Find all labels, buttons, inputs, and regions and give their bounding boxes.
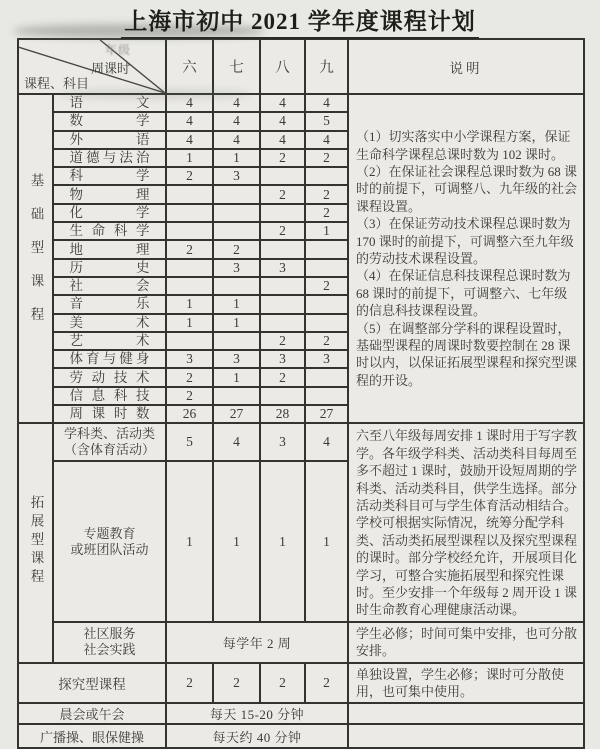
note-paragraph: （3）在保证劳动技术课程总课时数为 170 课时的前提下，可调整六至九年级的劳动技术课程设置。 [356,216,574,266]
subject-line: 社会实践 [83,642,136,658]
value-cell: 1 [213,295,260,313]
subject-cell [53,332,166,350]
value-cell: 5 [166,423,213,461]
empty-note-cell [348,703,584,724]
value-cell: 1 [213,314,260,332]
subject-label: 道德与法治 [69,150,150,166]
value-cell [260,295,305,313]
subject-label: 科学 [69,168,150,184]
value-cell: 3 [260,259,305,277]
value-cell: 3 [213,259,260,277]
subject-cell [53,149,166,167]
value-cell [305,368,348,386]
value-cell: 2 [166,167,213,185]
morning-label-cell: 晨会或午会 [18,703,166,724]
grade-col-header-8: 八 [260,39,305,94]
note-paragraph: （5）在调整部分学科的课程设置时，基础型课程的周课时数要控制在 28 课时以内，以保证拓展型课程和探究型课程的开设。 [356,320,578,388]
value-cell: 2 [166,387,213,405]
value-cell [260,277,305,295]
value-cell [213,185,260,203]
value-cell: 4 [260,94,305,112]
subject-cell [53,387,166,405]
value-cell [260,240,305,258]
subject-line: 社区服务 [83,626,136,642]
value-cell [166,277,213,295]
value-cell: 2 [213,240,260,258]
subject-line: （含体育活动） [63,442,155,458]
value-cell: 4 [305,131,348,149]
subject-label: 劳动技术 [69,369,150,385]
value-cell: 2 [166,368,213,386]
subject-label: 外语 [69,131,150,147]
value-cell: 4 [260,131,305,149]
value-cell [260,204,305,222]
subject-cell [53,295,166,313]
value-cell: 4 [213,94,260,112]
subject-cell [53,350,166,368]
value-cell: 3 [260,423,305,461]
subject-cell [53,112,166,130]
grade-axis-label: 年级 [105,43,132,57]
value-cell: 1 [166,461,213,621]
subject-label: 物理 [69,186,150,202]
value-cell: 3 [213,350,260,368]
value-cell: 2 [260,332,305,350]
morning-meeting-row [18,703,584,724]
value-cell [166,204,213,222]
value-cell: 1 [166,149,213,167]
subject-cell [53,259,166,277]
subject-cell [53,405,166,423]
value-cell: 4 [305,94,348,112]
expanded-category-cell [18,423,53,662]
value-cell [260,387,305,405]
subject-cell [53,423,166,461]
subject-cell [53,461,166,621]
value-cell: 3 [305,350,348,368]
expanded-category-label: 拓展型课程 [28,494,44,588]
subject-line: 学科类、活动类 [63,426,155,442]
note-paragraph: （4）在保证信息科技课程总课时数为 68 课时的前提下，可调整六、七年级的信息科技课程设置。 [356,268,571,319]
value-cell: 4 [213,112,260,130]
value-cell: 2 [305,663,348,704]
value-cell: 1 [305,461,348,621]
note-paragraph: （2）在保证社会课程总课时数为 68 课时的前提下，可调整八、九年级的社会课程设置。 [356,163,578,214]
value-cell [305,314,348,332]
value-cell: 2 [260,185,305,203]
subject-line: 专题教育 [83,525,136,541]
value-cell: 1 [260,461,305,621]
merged-value-cell: 每学年 2 周 [166,622,348,663]
subject-cell [53,131,166,149]
subject-label: 艺术 [69,333,150,348]
value-cell: 4 [260,112,305,130]
value-cell [260,314,305,332]
value-cell [166,185,213,203]
value-cell [305,387,348,405]
value-cell: 4 [166,131,213,149]
curriculum-table [17,38,585,749]
value-cell [166,259,213,277]
value-cell: 2 [305,185,348,203]
value-cell: 4 [305,423,348,461]
diagonal-header-cell [18,39,166,94]
subject-cell [53,185,166,203]
value-cell: 26 [166,405,213,423]
subject-cell [53,314,166,332]
grade-col-header-6: 六 [166,39,213,94]
value-cell [213,222,260,240]
value-cell: 2 [305,149,348,167]
subject-label: 生命科学 [69,223,150,239]
value-cell [305,295,348,313]
note-paragraph: （1）切实落实中小学课程方案，保证生命科学课程总课时数为 102 课时。 [356,129,571,162]
value-cell: 2 [305,277,348,295]
subject-label: 体育与健身 [69,351,150,367]
value-cell: 28 [260,405,305,423]
inquiry-course-row [18,663,584,704]
value-cell: 27 [305,405,348,423]
subject-label: 周课时数 [69,406,150,422]
value-cell: 3 [260,350,305,368]
course-subject-label: 课程、科目 [24,76,90,91]
inquiry-note-cell: 单独设置，学生必修；课时可分散使用，也可集中使用。 [348,663,584,704]
value-cell: 4 [213,131,260,149]
notes-col-header: 说明 [348,39,584,94]
value-cell [166,222,213,240]
note-paragraph: 六至八年级每周安排 1 课时用于写字教学。各年级学科类、活动类科目每周至多不超过 1 课时，鼓励开设短周期的学科类、活动类科目，供学生选择。部分活动类科目可与学生体育活动相结合。学校可根据实际情况，统筹分配学科类、活动类拓展型课程以及探究型课程的课时。部分学校经允许，开展项目化学习，可整合实施拓展型和探究性课时。至少安排一个年级每 2 周开设 1 课时生命教育心理健康活动课。 [356,428,578,618]
subject-cell [53,368,166,386]
value-cell [213,332,260,350]
value-cell: 2 [260,222,305,240]
value-cell [260,167,305,185]
expanded-activity-row [18,423,584,461]
week-hours-label: 周课时 [91,61,131,76]
grade-col-header-9: 九 [305,39,348,94]
community-note-cell: 学生必修；时间可集中安排，也可分散安排。 [348,622,584,663]
subject-label: 社会 [69,278,150,294]
value-cell: 1 [305,222,348,240]
subject-cell [53,622,166,663]
expanded-notes-cell [348,423,584,621]
value-cell: 2 [166,663,213,704]
merged-value-cell: 每天约 40 分钟 [166,724,348,748]
value-cell: 1 [166,314,213,332]
value-cell: 2 [260,149,305,167]
value-cell: 2 [305,204,348,222]
value-cell: 27 [213,405,260,423]
header-row [18,39,584,94]
subject-label: 地理 [69,241,150,257]
value-cell [213,277,260,295]
page-title-text: 上海市初中 2021 学年度课程计划 [121,3,479,39]
value-cell: 1 [213,368,260,386]
blur-artifact [60,90,250,98]
basic-notes-cell [348,94,584,423]
value-cell: 1 [166,295,213,313]
value-cell: 2 [260,663,305,704]
value-cell: 2 [305,332,348,350]
value-cell: 2 [260,368,305,386]
value-cell [213,204,260,222]
value-cell: 4 [213,423,260,461]
value-cell: 2 [213,663,260,704]
merged-value-cell: 每天 15-20 分钟 [166,703,348,724]
value-cell: 4 [166,94,213,112]
subject-cell [53,222,166,240]
value-cell: 3 [166,350,213,368]
value-cell [305,259,348,277]
value-cell: 1 [213,461,260,621]
value-cell: 2 [166,240,213,258]
exercise-label-cell: 广播操、眼保健操 [18,724,166,748]
empty-note-cell [348,724,584,748]
value-cell: 5 [305,112,348,130]
subject-label: 数学 [69,113,150,129]
subject-cell [53,240,166,258]
subject-cell [53,277,166,295]
basic-section-body [18,94,584,423]
page-title [0,3,600,39]
subject-label: 美术 [69,314,150,330]
value-cell: 4 [166,112,213,130]
value-cell: 3 [213,167,260,185]
basic-category-label: 基础型课程 [28,172,44,341]
subject-cell [53,167,166,185]
value-cell: 1 [213,149,260,167]
subject-cell [53,204,166,222]
inquiry-label-cell: 探究型课程 [18,663,166,704]
value-cell [305,167,348,185]
value-cell [213,387,260,405]
grade-col-header-7: 七 [213,39,260,94]
subject-line: 或班团队活动 [70,541,149,557]
broadcast-exercise-row [18,724,584,748]
value-cell [305,240,348,258]
subject-label: 音乐 [69,296,150,312]
subject-label: 信息科技 [69,387,150,403]
subject-label: 化学 [69,204,150,220]
community-service-row [18,622,584,663]
subject-label: 语文 [69,95,150,111]
subject-label: 历史 [69,259,150,275]
basic-category-cell [18,94,53,423]
value-cell [166,332,213,350]
